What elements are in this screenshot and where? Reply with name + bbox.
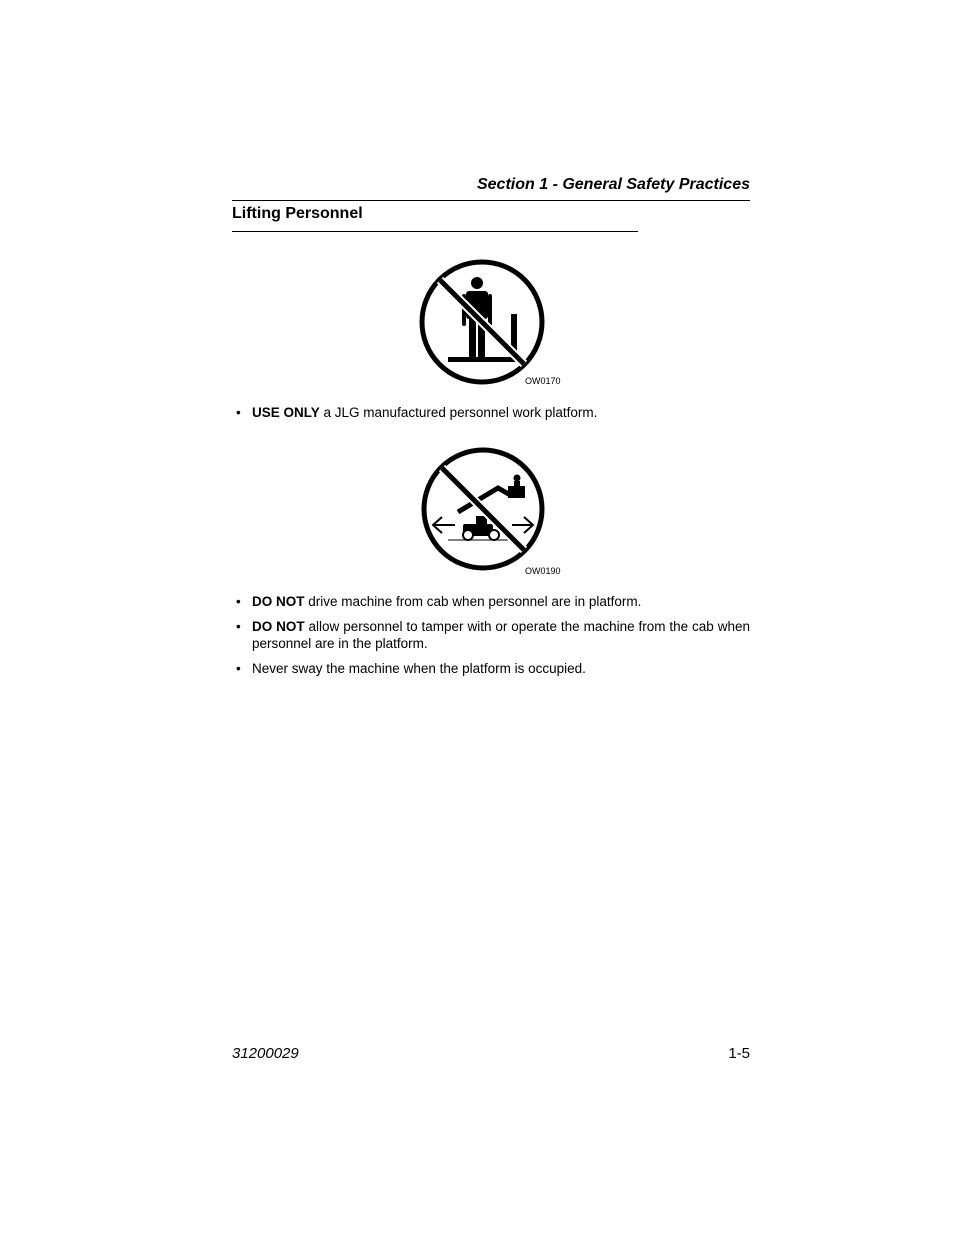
emphasis: DO NOT <box>252 619 305 634</box>
emphasis: USE ONLY <box>252 405 320 420</box>
bullet-text: a JLG manufactured personnel work platform. <box>319 405 598 420</box>
emphasis: DO NOT <box>252 594 305 609</box>
list-item <box>236 404 750 421</box>
list-item <box>236 618 750 652</box>
figure-code: OW0170 <box>525 376 561 386</box>
list-item <box>236 593 750 610</box>
figure-code: OW0190 <box>525 566 561 576</box>
no-driving-with-personnel-icon <box>420 446 546 572</box>
bullet-text: drive machine from cab when personnel are in platform. <box>304 594 642 609</box>
heading-divider <box>232 231 638 232</box>
page-heading: Lifting Personnel <box>232 205 363 222</box>
list-item <box>236 660 750 677</box>
bullet-icon: • <box>236 405 241 420</box>
page-number: 1-5 <box>728 1045 750 1062</box>
bullet-text: Never sway the machine when the platform is occupied. <box>252 661 586 676</box>
bullet-icon: • <box>236 594 241 609</box>
section-title: Section 1 - General Safety Practices <box>476 176 750 193</box>
bullet-icon: • <box>236 661 241 676</box>
no-personnel-on-forks-icon <box>418 258 546 386</box>
document-number: 31200029 <box>232 1045 299 1062</box>
bullet-icon: • <box>236 619 241 634</box>
section-divider <box>232 200 750 201</box>
bullet-text: allow personnel to tamper with or operate the machine from the cab when personnel are in the platform. <box>252 619 750 651</box>
